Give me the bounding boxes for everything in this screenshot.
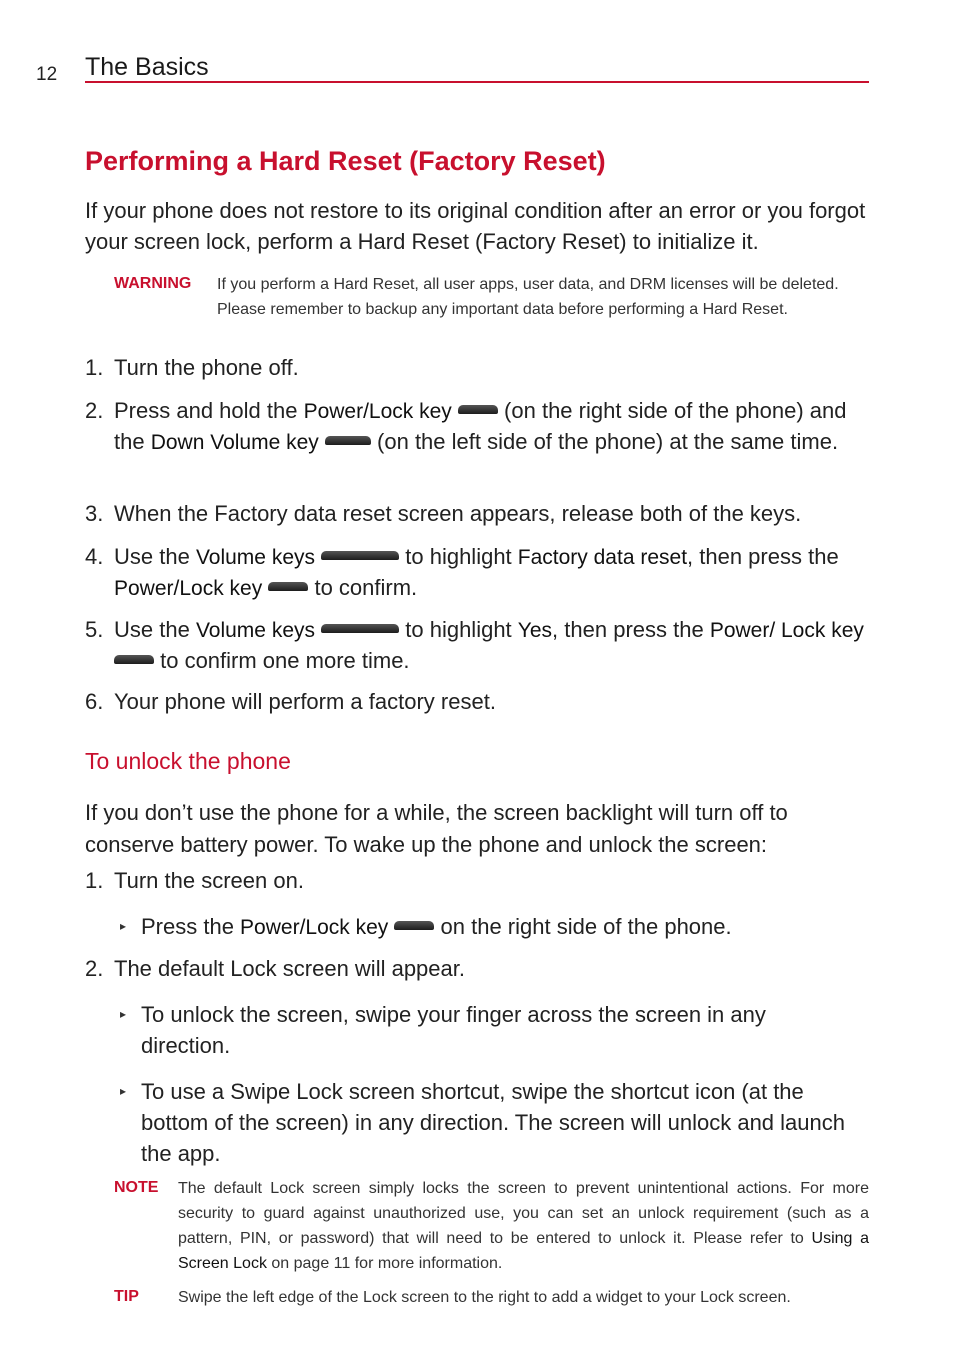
step-text: Turn the phone off. [114, 355, 299, 380]
step-text: Turn the screen on. [114, 868, 304, 893]
volume-keys-icon [321, 551, 399, 560]
step-number: 2. [85, 956, 104, 981]
power-lock-key-name: Power/ Lock key [709, 619, 864, 642]
step-text: When the Factory data reset screen appears, release both of the keys. [114, 501, 802, 526]
yes-option: Yes [517, 619, 553, 642]
power-lock-key-icon [114, 655, 154, 664]
step-number: 5. [85, 617, 104, 642]
volume-keys-name: Volume keys [195, 619, 315, 642]
step-text: Press and hold the Power/Lock key (on the right side of the phone) and the Down Volume key (on the left side of the phone) at the same time. [114, 398, 847, 454]
page-title: Performing a Hard Reset (Factory Reset) [85, 146, 606, 176]
step-number: 2. [85, 398, 104, 423]
power-lock-key-name: Power/Lock key [303, 400, 452, 423]
warning-text: If you perform a Hard Reset, all user apps, user data, and DRM licenses will be deleted. Please remember to backup any important data before performing a Hard Reset. [217, 276, 839, 318]
triangle-bullet-icon: ▸ [120, 1084, 127, 1098]
triangle-bullet-icon: ▸ [120, 919, 127, 933]
bullet-text: To unlock the screen, swipe your finger across the screen in any direction. [141, 1002, 766, 1058]
step-text: Use the Volume keys to highlight Factory data reset, then press the Power/Lock key to confirm. [114, 544, 839, 600]
step-number: 1. [85, 355, 104, 380]
power-lock-key-icon [458, 405, 498, 414]
step-text: Your phone will perform a factory reset. [114, 689, 496, 714]
step-text: Use the Volume keys to highlight Yes, then press the Power/ Lock key to confirm one more time. [114, 617, 864, 673]
tip-text: Swipe the left edge of the Lock screen to the right to add a widget to your Lock screen. [178, 1289, 791, 1306]
warning-label: WARNING [114, 275, 192, 292]
tip-label: TIP [114, 1288, 139, 1305]
power-lock-key-icon [394, 921, 434, 930]
power-lock-key-icon [268, 582, 308, 591]
step-number: 6. [85, 689, 104, 714]
note-label: NOTE [114, 1179, 159, 1196]
bullet-text: Press the Power/Lock key on the right side of the phone. [141, 914, 732, 939]
down-volume-key-name: Down Volume key [150, 431, 319, 454]
power-lock-key-name: Power/Lock key [114, 577, 263, 600]
step-number: 4. [85, 544, 104, 569]
step-text: The default Lock screen will appear. [114, 956, 465, 981]
section-title: The Basics [85, 53, 209, 81]
step-number: 3. [85, 501, 104, 526]
note-text: The default Lock screen simply locks the screen to prevent unintentional actions. For more security to guard against unauthorized use, you can set an unlock requirement (such as a pattern, PIN, or password) that will need to be entered to unlock it. Please refer to Using a Screen Lock on page 11 for more information. [178, 1180, 870, 1272]
step-number: 1. [85, 868, 104, 893]
screen-lock-reference: Using a Screen Lock [178, 1230, 870, 1272]
unlock-subtitle: To unlock the phone [85, 748, 291, 774]
unlock-intro: If you don’t use the phone for a while, the screen backlight will turn off to conserve battery power. To wake up the phone and unlock the screen: [85, 800, 788, 857]
factory-data-reset-option: Factory data reset [517, 546, 688, 569]
header-rule [85, 81, 869, 83]
intro-paragraph: If your phone does not restore to its original condition after an error or you forgot your screen lock, perform a Hard Reset (Factory Reset) to initialize it. [85, 198, 866, 254]
page-number: 12 [36, 64, 58, 85]
power-lock-key-name: Power/Lock key [240, 916, 389, 939]
down-volume-key-icon [325, 436, 371, 445]
triangle-bullet-icon: ▸ [120, 1007, 127, 1021]
bullet-text: To use a Swipe Lock screen shortcut, swipe the shortcut icon (at the bottom of the screen) in any direction. The screen will unlock and launch the app. [141, 1079, 845, 1166]
volume-keys-icon [321, 624, 399, 633]
volume-keys-name: Volume keys [195, 546, 315, 569]
